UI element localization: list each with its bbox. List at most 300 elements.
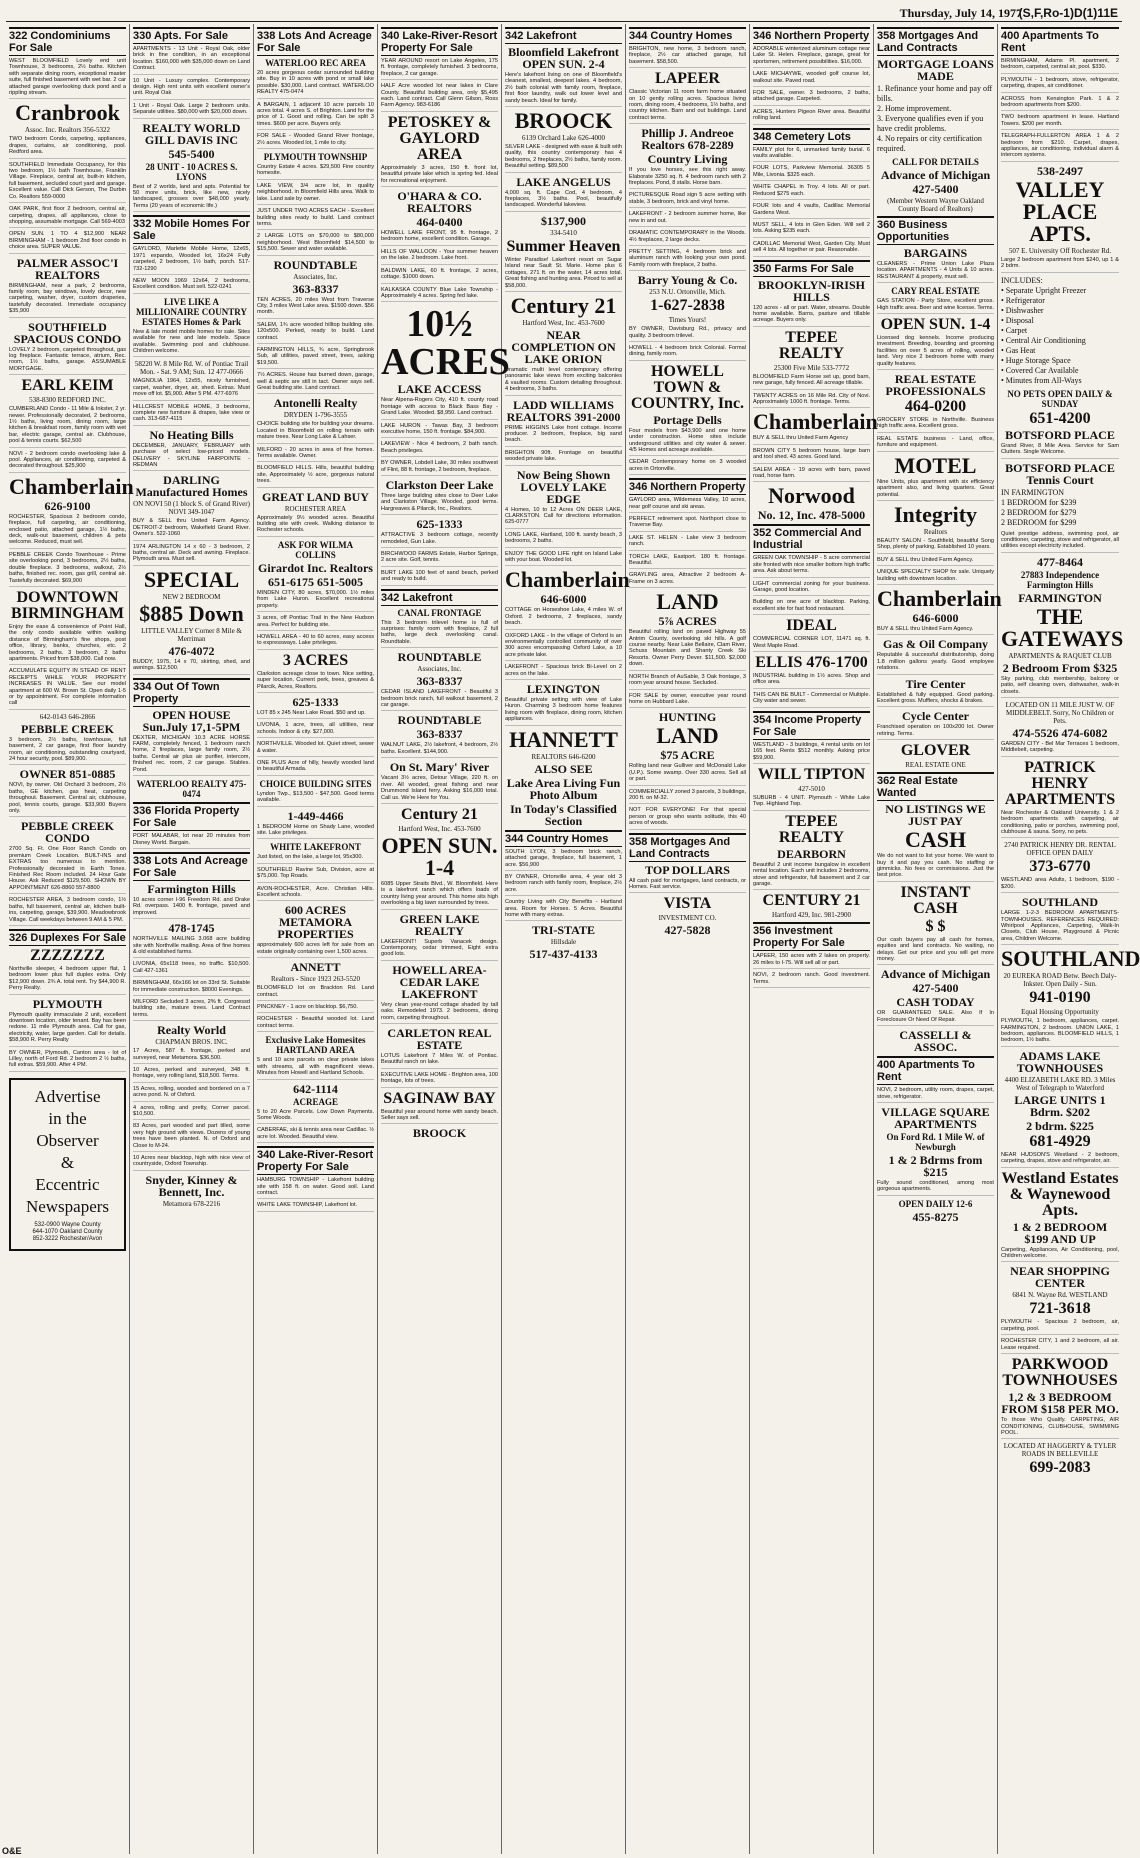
ad-contact-line: Realtors - Since 1923 263-5520 <box>270 975 361 984</box>
display-ad-text: CARY REAL ESTATE <box>891 286 980 297</box>
classified-ad: 20 acres gorgeous cedar surrounded building site. Buy in 10 acres with pond or small lake possible. $30,000. Land contract. WATERLOO REALTY 475-0474 <box>257 70 374 99</box>
display-ad-text: Westland Estates & Waynewood Apts. <box>1001 1169 1119 1219</box>
ad-contact-line: 642-0143 646-2866 <box>39 712 96 721</box>
classified-ad: BRIGHTON, new home, 3 bedroom ranch, fireplace, 2½ car attached garage, full basement. $58,500. <box>629 46 746 68</box>
display-ad-text: OPEN HOUSE Sun.July 17,1-5PM <box>142 707 241 734</box>
classified-ad: Reputable & successful distributorship, doing 1.8 million gallons yearly. Good employee relations. <box>877 652 994 674</box>
display-ad-text: DARLING Manufactured Homes <box>135 473 248 500</box>
classified-ad: JUST UNDER TWO ACRES EACH - Excellent building sites ready to build. Land contract terms. <box>257 208 374 230</box>
section-heading: 340 Lake-River-Resort Property For Sale <box>257 1146 374 1175</box>
display-ad-text: 681-4929 <box>1029 1132 1091 1150</box>
display-ad-text: GREAT LAND BUY <box>262 489 369 504</box>
display-ad-text: Advance of Michigan <box>880 967 991 982</box>
section-heading: 346 Northern Property <box>753 27 870 44</box>
classified-ad: OAK PARK, first floor 2 bedroom, central air, carpeting, drapes, all appliances, close to shopping, assumable mortgage. Call 569-4003 <box>9 206 126 228</box>
classified-ad: WESTLAND - 3 buildings, 4 rental units on lot 165 feet. Rents $512 monthly. Asking price $59,900. <box>753 742 870 764</box>
ad-contact-line: Associates, Inc. <box>417 665 462 674</box>
classified-ad: APARTMENTS - 13 Unit - Royal Oak, older brick in fine condition, in an exceptional location. $160,000 with $35,000 down on Land Contract. <box>133 46 250 75</box>
display-ad-text: LAPEER <box>655 70 720 88</box>
classified-ad: Approximately 3 acres, 150 ft. front lot, beautiful private lake which is spring fed. Ideal for recreational enjoyment. <box>381 165 498 187</box>
list-item: INCLUDES: <box>1001 275 1043 285</box>
classified-ad: CEDAR ISLAND LAKEFRONT - Beautiful 3 bedroom brick ranch, full walkout basement, 2 car garage. <box>381 689 498 711</box>
classified-ad: BLOOMFIELD HILLS. Hills, beautiful building site. Approximately ½ acre, gorgeous natural trees. <box>257 465 374 487</box>
display-ad-text: 10½ ACRES <box>381 303 510 384</box>
section-heading: 348 Cemetery Lots <box>753 128 870 145</box>
classified-ad: PICTURESQUE Road sign 5 acre setting with stable, 3 bedroom, brick and vinyl home. <box>629 192 746 208</box>
classified-ad: PLYMOUTH - 1 bedroom, stove, refrigerator, carpeting, drapes, air conditioner. <box>1001 77 1119 93</box>
classified-ad: TWO bedroom apartment in lease. Hartland Towers. $200 per month. <box>1001 114 1119 130</box>
list-item: • Central Air Conditioning <box>1001 335 1086 345</box>
display-ad-text: 427-5400 <box>912 981 959 996</box>
classified-ad: FOR SALE by owner, executive year round home on Hubbard Lake. <box>629 693 746 709</box>
classified-ad: MUST SELL, 4 lots in Glen Eden. Will sell 2 lots. Asking $235 each. <box>753 222 870 238</box>
list-item: • Minutes from All-Ways <box>1001 375 1082 385</box>
classified-ad: OXFORD LAKE - In the village of Oxford is an environmentally controlled community of over 300 acres encompassing Oxford Lake, a 10 acre private lake. <box>505 633 622 662</box>
classified-ad: PORT MALABAR, lot near 20 minutes from Disney World. Bargain. <box>133 833 250 849</box>
classified-ad: COMMERCIAL CORNER LOT, 11471 sq. ft. West Maple Road. <box>753 636 870 652</box>
display-ad-text: On Ford Rd. 1 Mile W. of Newburgh <box>886 1132 985 1153</box>
display-ad-text: PLYMOUTH TOWNSHIP <box>263 152 368 163</box>
classified-ad: Classic Victorian 11 room farm home situated on 10 gently rolling acres. Spacious living room, dining room, 4 bedrooms, 1½ baths, and country kitchen. Barn and out buildings. Land contract terms. <box>629 89 746 124</box>
classified-ad: GARDEN CITY - Bel Mar Terraces 1 bedroom, Middlebelt, carpeting. <box>1001 741 1119 757</box>
list-item: • Covered Car Available <box>1001 365 1079 375</box>
display-ad-text: NEAR SHOPPING CENTER <box>1010 1264 1110 1291</box>
classified-ad: Near Alpena-Rogers City, 410 ft. county road frontage with access to Black Bass Bay - Grand Lake. Wooded. $8,950. Land contract. <box>381 397 498 419</box>
ad-contact-line: Times Yours! <box>668 316 707 325</box>
classified-ad: HILLS OF WALLOON - Your summer heaven on the lake. 2 bedroom. Lake front. <box>381 249 498 265</box>
classified-ad: We do not want to list your home. We want to buy it and pay you cash. No staffing or gimmicks. No fees or commissions. Just the best price. <box>877 853 994 882</box>
display-ad-text: 1-627-2838 <box>650 297 725 315</box>
display-ad-text: Clarkston Deer Lake <box>385 477 494 492</box>
classified-ad: 4,000 sq. ft. Cape Cod, 4 bedroom, 4 fireplaces, 3½ baths. Pool, beautifully landscaped. Wonderful lakeview. <box>505 190 622 212</box>
classified-ad: Four models from $43,900 and one home under construction. Home sites include underground utilities and city water & sewer. 4/5 Homes and acreage available. <box>629 428 746 457</box>
advert-word: in the <box>48 1108 87 1128</box>
display-ad-text: 363-8337 <box>416 674 463 689</box>
display-ad-text: 699-2083 <box>1029 1459 1091 1477</box>
section-heading: 326 Duplexes For Sale <box>9 929 126 946</box>
classified-ad: LAKEFRONT! Superb Vanacek design. Contemporary, cedar trimmed, Eight extra good lots. <box>381 939 498 961</box>
classified-ad: LIVONIA, 65x118 trees, no traffic. $10,500. Call 427-1361 <box>133 961 250 977</box>
display-ad-text: VILLAGE SQUARE APARTMENTS <box>881 1105 990 1132</box>
display-ad-text: REAL ESTATE PROFESSIONALS <box>885 372 986 399</box>
display-ad-text: ROUNDTABLE <box>273 257 358 272</box>
display-ad-text: 464-0200 <box>904 398 967 416</box>
classified-ad: TWO bedroom Condo, carpeting, appliances, drapes, curtains, air conditioning, pool. Redford area. <box>9 136 126 158</box>
ad-contact-line: (Member Western Wayne Oakland County Board of Realtors) <box>887 197 984 213</box>
classified-ad: BURT LAKE 100 feet of sand beach, perked and ready to build. <box>381 570 498 586</box>
classified-ad: BALDWIN LAKE, 60 ft. frontage, 2 acres, cottage. $1000 down. <box>381 268 498 284</box>
ad-contact-line: Associates, Inc. <box>293 272 338 281</box>
house-advert <box>9 1078 126 1251</box>
display-ad-text: Chamberlain <box>505 567 630 593</box>
classified-ad: Very clean year-round cottage shaded by tall oaks. Remodeled 1973. 2 bedrooms, dining room, carpeting throughout. <box>381 1002 498 1024</box>
display-ad-text: PARKWOOD TOWNHOUSES <box>1002 1356 1118 1390</box>
classified-ad: BY OWNER, Davisburg Rd., privacy and quality. 3 bedroom trilevel. <box>629 326 746 342</box>
display-ad-text: HOWELL AREA-CEDAR LAKE LAKEFRONT <box>392 962 487 1001</box>
display-ad-text: MORTGAGE LOANS MADE <box>877 57 994 83</box>
classified-ad: SOUTHFIELD Immediate Occupancy, for this two bedroom, 1½ bath Townhouse, Franklin Village. Fireplace, central air, built-in kitchen, full basement, secluded court yard and garage. Excellent value. Call Dick Gerson, The Durbin Co. Realtors 559-0000 <box>9 162 126 203</box>
classified-ad: ROCHESTER AREA, 3 bedroom condo, 1½ baths, full basement, central air, kitchen built-ins, carpeting, garage, $39,900. Meadowbrook Village. Call weekdays between 9 AM & 5 PM. <box>9 897 126 926</box>
display-ad-text: LAND <box>656 589 719 615</box>
display-ad-text: THE GATEWAYS <box>1001 603 1124 651</box>
display-ad-text: VALLEY PLACE APTS. <box>1015 176 1105 246</box>
display-ad-text: LAND <box>656 723 719 749</box>
classified-ad: AVON-ROCHESTER, Acre. Christian Hills. Excellent schools. <box>257 886 374 902</box>
display-ad-text: No Heating Bills <box>149 427 234 442</box>
list-item: • Gas Heat <box>1001 345 1036 355</box>
classified-ad: LAKE HURON - Tawas Bay, 3 bedroom executive home, 150 ft. frontage. $84,900. <box>381 423 498 439</box>
ad-list <box>877 84 994 154</box>
display-ad-text: 545-5400 <box>168 146 215 161</box>
section-heading: 338 Lots And Acreage For Sale <box>257 27 374 56</box>
display-ad-text: BOTSFORD PLACE Tennis Court <box>1005 460 1115 487</box>
ad-contact-line: Realtors <box>923 527 948 536</box>
classified-ad: NOVI, by owner. Old Orchard 3 bedroom, 2½ baths, GE kitchen, gas heat, carpeting throughout. Basement. Central air, clubhouse, pool, tennis courts, garage. $33,900 Buyers only. <box>9 782 126 817</box>
classified-ad: BY OWNER, Plymouth, Canton area - lot of Lilley, north of Ford Rd. 2 bedroom 2 ½ baths, full extras. $59,900. After 4 PM. <box>9 1050 126 1072</box>
classified-ad: LAKE ST. HELEN - Lake view 3 bedroom ranch. <box>629 535 746 551</box>
classified-ad: Three large building sites close to Deer Lake and Clarkston Village. Wooded, good terms. Hargreaves & Pilarcik, Inc., Realtors. <box>381 493 498 515</box>
classified-ad: Plymouth quality immaculate 2 unit, excellent downtown location, older tenant. Bay has been redone. 11 mile Plymouth area. Call for gas, electricity, water, large garden. Call for details. $58,900 R. Perry Realty <box>9 1012 126 1047</box>
classified-ad: 2700 Sq. Ft. One Floor Ranch Condo on premium Creek Location. BUILT-INS and EXTRAS too numerous to mention. Professionally decorated in Earth Tones. Finished Rec Room included. 24 Hour Gate House. Ask Reduced $129,500. SHOWN BY APPOINTMENT 626-8860 557-8800 <box>9 846 126 894</box>
display-ad-text: 2 Bedroom From $325 <box>1002 660 1118 675</box>
display-ad-text: LEXINGTON <box>526 682 601 697</box>
classified-ad: BIRMINGHAM, Adams Pl. apartment, 2 bedroom, carpeted, central air, pool. $330. <box>1001 58 1119 74</box>
display-ad-text: 5⅞ ACRES <box>658 614 717 629</box>
ad-contact-line: LOCATED ON 11 MILE JUST W. OF MIDDLEBELT. Sorry, No Children or Pets. <box>1005 700 1115 725</box>
classified-ad: 120 acres - all or part. Water, streams. Double home available. Barns, pasture and tillable acreage. Buyers only. <box>753 305 870 327</box>
ad-contact-line: Metamora 678-2216 <box>162 1199 221 1208</box>
display-ad-text: 651-6175 651-5005 <box>268 574 363 589</box>
section-heading: 354 Income Property For Sale <box>753 711 870 740</box>
classified-ad: CABERFAE, ski & tennis area near Cadillac. ½ acre lot. Wooded. Beautiful view. <box>257 1127 374 1143</box>
display-ad-text: 478-1745 <box>168 921 215 936</box>
display-ad-text: DEARBORN <box>777 846 846 861</box>
display-ad-text: ZZZZZZZ <box>30 946 105 964</box>
display-ad-text: O'HARA & CO. REALTORS <box>397 189 482 216</box>
classified-ad: Best of 2 worlds, land and apts. Potential for 50 more units, brick, like new, nicely landscaped, grosses over $48,000 yearly. Terms (20 years of economic life.) <box>133 184 250 213</box>
section-heading: 352 Commercial And Industrial <box>753 524 870 553</box>
classified-ad: Licensed dog kennels. Income producing investment. Breeding, boarding and grooming facilities on over 5 acres of rolling, wooded land. Very nice 2 bedroom home with many quality features. <box>877 335 994 370</box>
classified-ad: NOVI - 2 bedroom condo overlooking lake & pool. Appliances, air conditioning, carpeted & decorated throughout. $25,900 <box>9 451 126 473</box>
classified-ad: ATTRACTIVE 3 bedroom cottage, recently remodeled, Gun Lake. <box>381 532 498 548</box>
classified-ad: TEN ACRES, 20 miles West from Traverse City, 3 miles West Lake area. $1500 down. $56 month. <box>257 297 374 319</box>
display-ad-text: Norwood <box>768 483 855 509</box>
display-ad-text: NO LISTINGS WE JUST PAY <box>885 802 986 829</box>
display-ad-text: CANAL FRONTAGE <box>397 607 482 618</box>
classified-ad: NORTHVILLE MAILING 3.068 acre building site with Northville mailing. Area of fine homes & old established farms. <box>133 936 250 958</box>
classified-ad: Nine Units, plus apartment with six efficiency apartment also, and living quarters. Great potential. <box>877 479 994 501</box>
display-ad-text: SOUTHFIELD SPACIOUS CONDO <box>13 319 122 346</box>
classified-ad: GAS STATION - Party Store, excellent gross. High traffic area. Beer and wine license. Terms. <box>877 298 994 314</box>
classified-ad: 1 Unit - Royal Oak. Large 2 bedroom units. Separate utilities. $80,000 with $20,000 down. <box>133 103 250 119</box>
classified-ad: 4 acres, rolling and pretty, Corner parcel. $10,500. <box>133 1105 250 1121</box>
classified-ad: Sky parking, club membership, balcony or patio, self cleaning oven, dishwasher, walk-in closets. <box>1001 676 1119 698</box>
ad-contact-line: ROCHESTER AREA <box>284 504 347 513</box>
section-heading: 336 Florida Property For Sale <box>133 802 250 831</box>
classified-ad: LAPEER, 150 acres with 2 lakes on property. 26 miles to I-75. Will sell all or part. <box>753 953 870 969</box>
display-ad-text: HANNETT <box>509 726 618 752</box>
display-ad-text: TRI-STATE <box>532 923 595 938</box>
display-ad-text: Summer Heaven <box>506 237 621 255</box>
display-ad-text: 625-1333 <box>292 694 339 709</box>
display-ad-text: ROUNDTABLE <box>397 713 482 728</box>
classified-ad: To those Who Qualify. CARPETING, AIR CONDITIONING, CLUBHOUSE, SWIMMING POOL. <box>1001 1417 1119 1439</box>
display-ad-text: GLOVER <box>900 742 971 760</box>
display-ad-text: BROOKLYN-IRISH HILLS <box>758 277 865 304</box>
classified-ad: 6085 Upper Straits Blvd., W. Bloomfield. Here is a lakefront ranch which offers loads of country living year around. This home sits high overlooking a big lawn surrounded by trees. <box>381 881 498 910</box>
classified-ad: CHOICE building site for building your dreams. Located in Bloomfield on rolling terrain with mature trees. Near Long Lake & Lahser. <box>257 421 374 443</box>
classified-ad: REAL ESTATE business - Land, office, furniture and equipment. <box>877 436 994 452</box>
display-ad-text: Farmington Hills <box>147 881 236 896</box>
classified-ad: Winter Paradise! Lakefront resort on Sugar Island near Sault St. Marie. Home plus 6 cottages, 271 ft. on the water, 14 acres total. Great fishing and hunting area. Priced to sell at $58,000. <box>505 257 622 292</box>
display-ad-text: 600 ACRES METAMORA PROPERTIES <box>277 903 354 942</box>
display-ad-text: BROOCK <box>412 1126 467 1141</box>
advert-phone-line: 532-0900 Wayne County <box>34 1221 101 1228</box>
classified-ad: Clarkston acreage close to town. Nice setting, super location. Current perk, trees, greaves & Pilarcik, Acres, Realtors. <box>257 671 374 693</box>
ad-contact-line: 2740 PATRICK HENRY DR. RENTAL OFFICE OPEN DAILY <box>1004 841 1116 858</box>
display-ad-text: 427-5400 <box>912 182 959 196</box>
ad-contact-line: 6139 Orchard Lake 626-4000 <box>521 134 605 143</box>
display-ad-text: Country Living <box>647 152 728 167</box>
classified-ad: BIRCHWOOD FARMS Estate, Harbor Springs, 2 acre site. Golf, tennis. <box>381 551 498 567</box>
classified-ad: 5 and 10 acre parcels on clear private lakes with streams, all with magnificent views. Minutes from Howell and Hartland Schools. <box>257 1057 374 1079</box>
classified-ad: Northville sleeper, 4 bedroom upper flat, 1 bedroom lower plus full duplex extra. Only $12,900 down. 2¾ A. total rent. Try $44,900 R. Perry Realty. <box>9 966 126 995</box>
classified-ad: DECEMBER, JANUARY, FEBRUARY with purchase of select low-priced models. DELIVERY - SKYLINE FAIRPOINTE - REDMAN <box>133 443 250 472</box>
ad-list <box>1001 276 1119 386</box>
classified-ad: ENJOY THE GOOD LIFE right on Island Lake with your boat. Wooded lot. <box>505 551 622 567</box>
classified-ad: Approximately 9½ wooded acres. Beautiful building site with creek. Walking distance to Rochester schools. <box>257 515 374 537</box>
ad-contact-line: ON NOVI 50 (1 block S. of Grand River) NOVI 349-1047 <box>133 500 250 517</box>
classified-ad: Dramatic multi level contemporary offering panoramic lake views from exciting balconies & vaulted rooms. Custom detailing throughout. 4 bedrooms, 3 baths. <box>505 367 622 396</box>
display-ad-text: OPEN DAILY 12-6 <box>898 1198 973 1209</box>
classified-ad: New & late model mobile homes for sale. Sites available for new and late models. Space available. Swimming pool and clubhouse. Children welcome. <box>133 329 250 358</box>
section-heading: 358 Mortgages And Land Contracts <box>629 833 746 862</box>
classified-ad: Enjoy the ease & convenience of Point Hall, the only condo available within walking distance of Birmingham's fine shops, post office, library, banks, churches, etc. 2 bedrooms, 2 baths. 3 bedroom, 2 baths apartments. Priced from $38,000. Call now. <box>9 624 126 665</box>
display-ad-text: Phillip J. Andreoe Realtors 678-2289 <box>641 126 734 153</box>
display-ad-text: PETOSKEY & GAYLORD AREA <box>387 113 492 163</box>
classified-ad: GREEN OAK TOWNSHIP - 5 acre commercial site fronted with nice smaller bottom high traffic area. Ask about terms. <box>753 555 870 577</box>
classified-ad: Vacant 3½ acres, Detour Village, 220 ft. on river. All wooded, great fishing and near Drummond Island ferry. Asking $16,000 total. Call us. We're Here for You. <box>381 775 498 804</box>
classified-ad: NOVI, 2 bedroom, utility room, drapes, carpet, stove, refrigerator. <box>877 1087 994 1103</box>
display-ad-text: WATERLOO REALTY 475-0474 <box>136 779 247 800</box>
display-ad-text: CHOICE BUILDING SITES <box>259 778 372 789</box>
display-ad-text: 427-5828 <box>664 923 711 938</box>
display-ad-text: Lake Area Living Fun Photo Album <box>506 775 621 802</box>
display-ad-text: 721-3618 <box>1029 1300 1091 1318</box>
classified-ad: 17 Acres, 587 ft. frontage, perked and surveyed, near Metamora. $36,500. <box>133 1048 250 1064</box>
classified-ad: ONE PLUS Acre of hilly, heavily wooded land in beautiful Armada. <box>257 760 374 776</box>
classified-ad: BIRMINGHAM, near a park, 2 bedrooms, family room, bay windows, lovely decor, new carpeting, washer, dryer, custom draperies, tastefully decorated. Immediate occupancy $35,900 <box>9 283 126 318</box>
column-1 <box>6 24 134 1854</box>
classified-ad: Beautiful private setting with view of Lake Huron. Charming 3 bedroom home features living room with fireplace, dining room, kitchen appliances. <box>505 697 622 726</box>
display-ad-text: 1 & 2 Bdrms from $215 <box>888 1153 983 1180</box>
classified-ad: LIGHT commercial zoning for your business. Garage, good location. <box>753 581 870 597</box>
classified-ad: HOWELL AREA - 40 to 60 acres, easy access to expressways. Lake privileges. <box>257 634 374 650</box>
classified-ad: DEXTER, MICHIGAN 10.3 ACRE HORSE FARM, completely fenced, 1 bedroom ranch home, 2 fireplaces, large family room, 2½ baths. Central air plus air purifier, intercom, finished rec. room, 2 car garage. Stables. Pond. <box>133 735 250 776</box>
ad-contact-line: INVESTMENT CO. <box>658 914 717 923</box>
edition-code: (S,F,Ro-1)D(1)11E <box>1018 6 1118 20</box>
footer-mark: O&E <box>2 1846 22 1856</box>
display-ad-text: Chamberlain <box>9 473 134 499</box>
column-6 <box>626 24 750 1854</box>
classified-ad: 15 Acres, rolling, wooded and bordered on a 7 acres pond. N. of Oxford. <box>133 1086 250 1102</box>
classified-ad: This 3 bedroom trilevel home is full of surprises: family room with fireplace, 2 full baths, large deck overlooking canal. Roundtable. <box>381 620 498 649</box>
classified-ad: YEAR AROUND resort on Lake Angeles, 175 ft. frontage, completely furnished. 3 bedrooms, fireplace, 2 car garage. <box>381 58 498 80</box>
column-3 <box>254 24 378 1854</box>
classified-ad: LOVELY 2 bedroom, carpeted throughout, gas log fireplace. Fantastic terrace, atrium, Rec. room, 1½ baths, garage. ASSUMABLE MORTGAGE. <box>9 347 126 376</box>
classified-ad: WESTLAND area Adults, 1 bedroom, $190 - $200. <box>1001 877 1119 893</box>
classified-ad: 3 bedroom, 2½ baths, townhouse, full basement, 2 car garage, first floor laundry room, air conditioning, outstanding courtyard, 24 hour security, pool. $89,900. <box>9 737 126 766</box>
classified-ad: CUMBERLAND Condo - 11 Mile & Inkster, 2 yr. newer. Professionally decorated, 2 bedrooms, 1½ baths, living room, dining room, large kitchen & breakfast room, family room with wet bar, electric garage, central air. Clubhouse, pool & tennis courts. $62,500 <box>9 406 126 447</box>
classified-ad: HOWELL - 4 bedroom brick Colonial. Formal dining, family room. <box>629 345 746 361</box>
classified-ad: ADORABLE winterized aluminum cottage near Lake St. Helen. Fireplace, garage, great for sportsmen, retirement possibilities. $16,000. <box>753 46 870 68</box>
display-ad-text: Now Being Shown LOVELY LAKE EDGE <box>516 467 611 506</box>
display-ad-text: SPECIAL <box>143 566 240 592</box>
classified-columns <box>6 24 1140 1854</box>
classified-ad: BUY & SELL thru United Farm Agency <box>753 435 870 444</box>
list-item: 2. Home improvement. <box>877 104 952 113</box>
ad-contact-line: Hartford West, Inc. 453-7600 <box>522 318 605 327</box>
display-ad-text: LADD WILLIAMS REALTORS 391-2000 <box>506 397 621 424</box>
classified-ad: NOVI, 2 bedroom ranch. Good investment. Terms. <box>753 972 870 988</box>
display-ad-text: 373-6770 <box>1029 858 1091 876</box>
section-heading: 362 Real Estate Wanted <box>877 772 994 801</box>
display-ad-text: 464-0400 <box>416 215 463 230</box>
ad-contact-line: DRYDEN 1-796-3555 <box>283 411 348 420</box>
display-ad-text: Bloomfield Lakefront OPEN SUN. 2-4 <box>508 45 619 71</box>
advert-word: & <box>60 1152 75 1172</box>
classified-ad: GRAYLING area, Attractive 2 bedroom A-Frame on 3 acres. <box>629 572 746 588</box>
classified-ad: 4 Homes, 10 to 12 Acres ON DEER LAKE, CLARKSTON. Call for directions information. 625-0777 <box>505 507 622 529</box>
classified-ad: 10 acres corner I-96 Freedom Rd. and Drake Rd. overpass. 1400 ft. frontage, paved and improved. <box>133 897 250 919</box>
classified-ad: Country Estate 4 acres. $29,500 Fine country homesite. <box>257 164 374 180</box>
display-ad-text: Chamberlain <box>877 585 1002 611</box>
ad-contact-line: 58220 W. 8 Mile Rd. W. of Pontiac Trail Mon. - Sat. 9 AM; Sun. 12 477-0666 <box>134 360 249 377</box>
classified-ad: WHITE LAKE TOWNSHIP, Lakefront lot. <box>257 1202 374 1211</box>
display-ad-text: IDEAL <box>786 617 837 635</box>
classified-ad: UNIQUE SPECIALTY SHOP for sale. Uniquely building with downtown location. <box>877 569 994 585</box>
classified-ad: LAKEFRONT - 2 bedroom summer home, like new in and out. <box>629 211 746 227</box>
display-ad-text: Century 21 <box>510 292 617 318</box>
display-ad-text: Cycle Center <box>902 709 969 724</box>
ad-contact-line: CHAPMAN BROS. INC. <box>155 1038 228 1047</box>
section-heading: 344 Country Homes <box>505 830 622 847</box>
classified-ad: LAKEFRONT - Spacious brick Bi-Level on 2 acres on the lake. <box>505 664 622 680</box>
display-ad-text: CENTURY 21 <box>762 892 861 910</box>
newspaper-page <box>6 4 1140 1854</box>
display-ad-text: 3 ACRES <box>282 651 349 669</box>
list-item: 3. Everyone qualifies even if you have credit problems. <box>877 114 984 133</box>
section-heading: 342 Lakefront <box>381 589 498 606</box>
display-ad-text: 474-5526 474-6082 <box>1012 725 1108 740</box>
classified-ad: BLOOMFIELD lot on Brackton Rd. Land contract. <box>257 985 374 1001</box>
section-heading: 334 Out Of Town Property <box>133 678 250 707</box>
display-ad-text: 538-2497 <box>1037 163 1083 178</box>
classified-ad: NEAR HUDSON'S Westland - 2 bedroom, carpeting, drapes, stove and refrigerator, air. <box>1001 1152 1119 1168</box>
classified-ad: 10 Acres, perked and surveyed, 348 ft. frontage, very rolling land, $18,500. Terms. <box>133 1067 250 1083</box>
ad-contact-line: 20 EUREKA ROAD Betw. Beech Daly-Inkster. Open Daily - Sun. <box>1003 972 1117 989</box>
classified-ad: 10 Unit - Luxury complex. Contemporary design. High rent units with excellent owner's unit. Royal Oak <box>133 78 250 100</box>
ad-list <box>1001 488 1119 528</box>
classified-ad: HALF Acre wooded lot near lakes in Clare County. Beautiful building area, only $5,495 each. Land contract. Call Glenn Gilson, Ross Farm Agency. 983-6186 <box>381 83 498 112</box>
display-ad-text: 651-4200 <box>1029 409 1091 427</box>
display-ad-text: 455-8275 <box>912 1209 959 1224</box>
classified-ad: Grand River, 8 Mile Area. Service for Sam Clutters. Single Welcome. <box>1001 443 1119 459</box>
ad-contact-line: Hartford 429, Inc. 981-2900 <box>771 911 852 920</box>
classified-ad: LOTUS Lakefront 7 Miles W. of Pontiac. Beautiful ranch on lake. <box>381 1053 498 1069</box>
display-ad-text: SOUTHLAND <box>1021 895 1098 910</box>
display-ad-text: VISTA <box>663 895 712 913</box>
display-ad-text: $ $ <box>925 917 946 935</box>
classified-ad: LONG LAKE, Hartland, 100 ft. sandy beach, 3 bedrooms, 2 baths. <box>505 532 622 548</box>
display-ad-text: Antonelli Realty <box>273 396 358 411</box>
display-ad-text: WATERLOO REC AREA <box>265 58 366 68</box>
section-heading: 400 Apartments To Rent <box>877 1056 994 1085</box>
display-ad-text: 2 bdrm. $225 <box>1026 1118 1094 1133</box>
section-heading: 356 Investment Property For Sale <box>753 922 870 951</box>
advert-phones <box>13 1222 122 1243</box>
classified-ad: PINCKNEY - 1 acre on blacktop. $6,750. <box>257 1004 374 1013</box>
display-ad-text: 625-1333 <box>416 517 463 532</box>
display-ad-text: PALMER ASSOC'I REALTORS <box>16 255 119 282</box>
display-ad-text: CARLETON REAL ESTATE <box>387 1025 492 1052</box>
classified-ad: A BARGAIN, 1 adjacent 10 acre parcels 10 acres total. 4 acres S. of Brighton. Land for the price of 1. Good and rolling. Can be split 3 times. $600 per acre. Buyers only. <box>257 102 374 131</box>
display-ad-text: SAGINAW BAY <box>383 1089 496 1107</box>
classified-ad: Country Living with City Benefits - Hartland area. Room for Horses. 5 Acres. Beautiful home with many extras. <box>505 899 622 921</box>
classified-ad: 1974 ARLINGTON 14 x 60 - 3 bedroom, 2 baths, central air. Deck and awning. Fireplace. Plymouth area. Must sell. <box>133 544 250 566</box>
classified-ad: 2 LARGE LOTS on $70,000 to $80,000 neighborhood. West Bloomfield $14,500 to $15,500. Sewer and water available. <box>257 233 374 255</box>
classified-ad: MILFORD - 20 acres in area of fine homes. Terms available. Owner. <box>257 447 374 463</box>
classified-ad: SALEM, 1¾ acre wooded hilltop building site. 120x500. Perked, ready to build. Land contract. <box>257 322 374 344</box>
section-heading: 332 Mobile Homes For Sale <box>133 215 250 244</box>
display-ad-text: EARL KEIM <box>21 377 114 395</box>
classified-ad: WEST BLOOMFIELD Lovely end unit Townhouse, 3 bedrooms, 2½ baths. Kitchen with separate dining room, exceptional master suite, full finished basement with wet bar. 2 car attached garage overlooking duck pond and a rippling stream. <box>9 58 126 99</box>
display-ad-text: GREEN LAKE REALTY <box>399 911 480 938</box>
display-ad-text: WILL TIPTON <box>757 765 866 783</box>
classified-ad: Beautiful year around home with sandy beach. Seller says sell. <box>381 1109 498 1125</box>
display-ad-text: BOTSFORD PLACE <box>1005 427 1115 442</box>
classified-ad: BEAUTY SALON - Southfield, beautiful Song Shop, plenty of parking. Established 10 years. <box>877 538 994 554</box>
display-ad-text: ASK FOR WILMA COLLINS <box>277 539 354 560</box>
display-ad-text: Exclusive Lake Homesites HARTLAND AREA <box>265 1035 366 1056</box>
list-item: • Dishwasher <box>1001 305 1044 315</box>
ad-contact-line: 427-5010 <box>798 784 825 793</box>
display-ad-text: PATRICK HENRY APARTMENTS <box>1004 758 1116 808</box>
ad-contact-line: LITTLE VALLEY Corner 8 Mile & Merriman <box>141 626 242 643</box>
classified-ad: Our cash buyers pay all cash for homes, equities and land contracts. No waiting, no delays. Get our price and you will get more money. <box>877 937 994 966</box>
display-ad-text: 941-0190 <box>1029 989 1091 1007</box>
display-ad-text: 646-6000 <box>912 610 959 625</box>
classified-ad: MAGNOLIA 1964, 12x55, nicely furnished, carpet, washer, dryer, air, shed. Extras. Must move off lot. $5,900. After 5 PM. 477-6976 <box>133 378 250 400</box>
display-ad-text: TEPEE REALTY <box>778 812 845 846</box>
display-ad-text: MOTEL <box>894 452 977 478</box>
display-ad-text: Tire Center <box>905 676 966 691</box>
display-ad-text: ANNETT <box>290 960 341 975</box>
display-ad-text: OPEN SUN. 1-4 <box>880 316 991 334</box>
classified-ad: TELEGRAPH-FULLERTON AREA 1 & 2 bedroom from $210. Carpet, drapes, appliances, air conditioning, individual alarm & intercom systems. <box>1001 133 1119 162</box>
classified-ad: BROWN CITY 5 bedroom house, large barn and tool shed. 43 acres. Good land. <box>753 448 870 464</box>
ad-contact-line: NEW 2 BEDROOM <box>162 592 221 601</box>
display-ad-text: 517-437-4133 <box>529 947 598 962</box>
display-ad-text: WHITE LAKEFRONT <box>270 842 361 853</box>
display-ad-text: CALL FOR DETAILS <box>892 157 979 167</box>
display-ad-text: 1-449-4466 <box>287 808 344 823</box>
ad-contact-line: 6841 N. Wayne Rd. WESTLAND <box>1012 1291 1108 1300</box>
list-item: 1 BEDROOM for $239 <box>1001 497 1077 507</box>
classified-ad: 7½ ACRES. House has burned down, garage, well & septic are still in tact. Owner says sell. Great building site. Land contract. <box>257 372 374 394</box>
ad-contact-line: Hillsdale <box>550 938 577 947</box>
classified-ad: LAKE VIEW, 3/4 acre lot, in quality neighborhood, in Bloomfield Hills area. Walk to lake. Land sale by owner. <box>257 183 374 205</box>
